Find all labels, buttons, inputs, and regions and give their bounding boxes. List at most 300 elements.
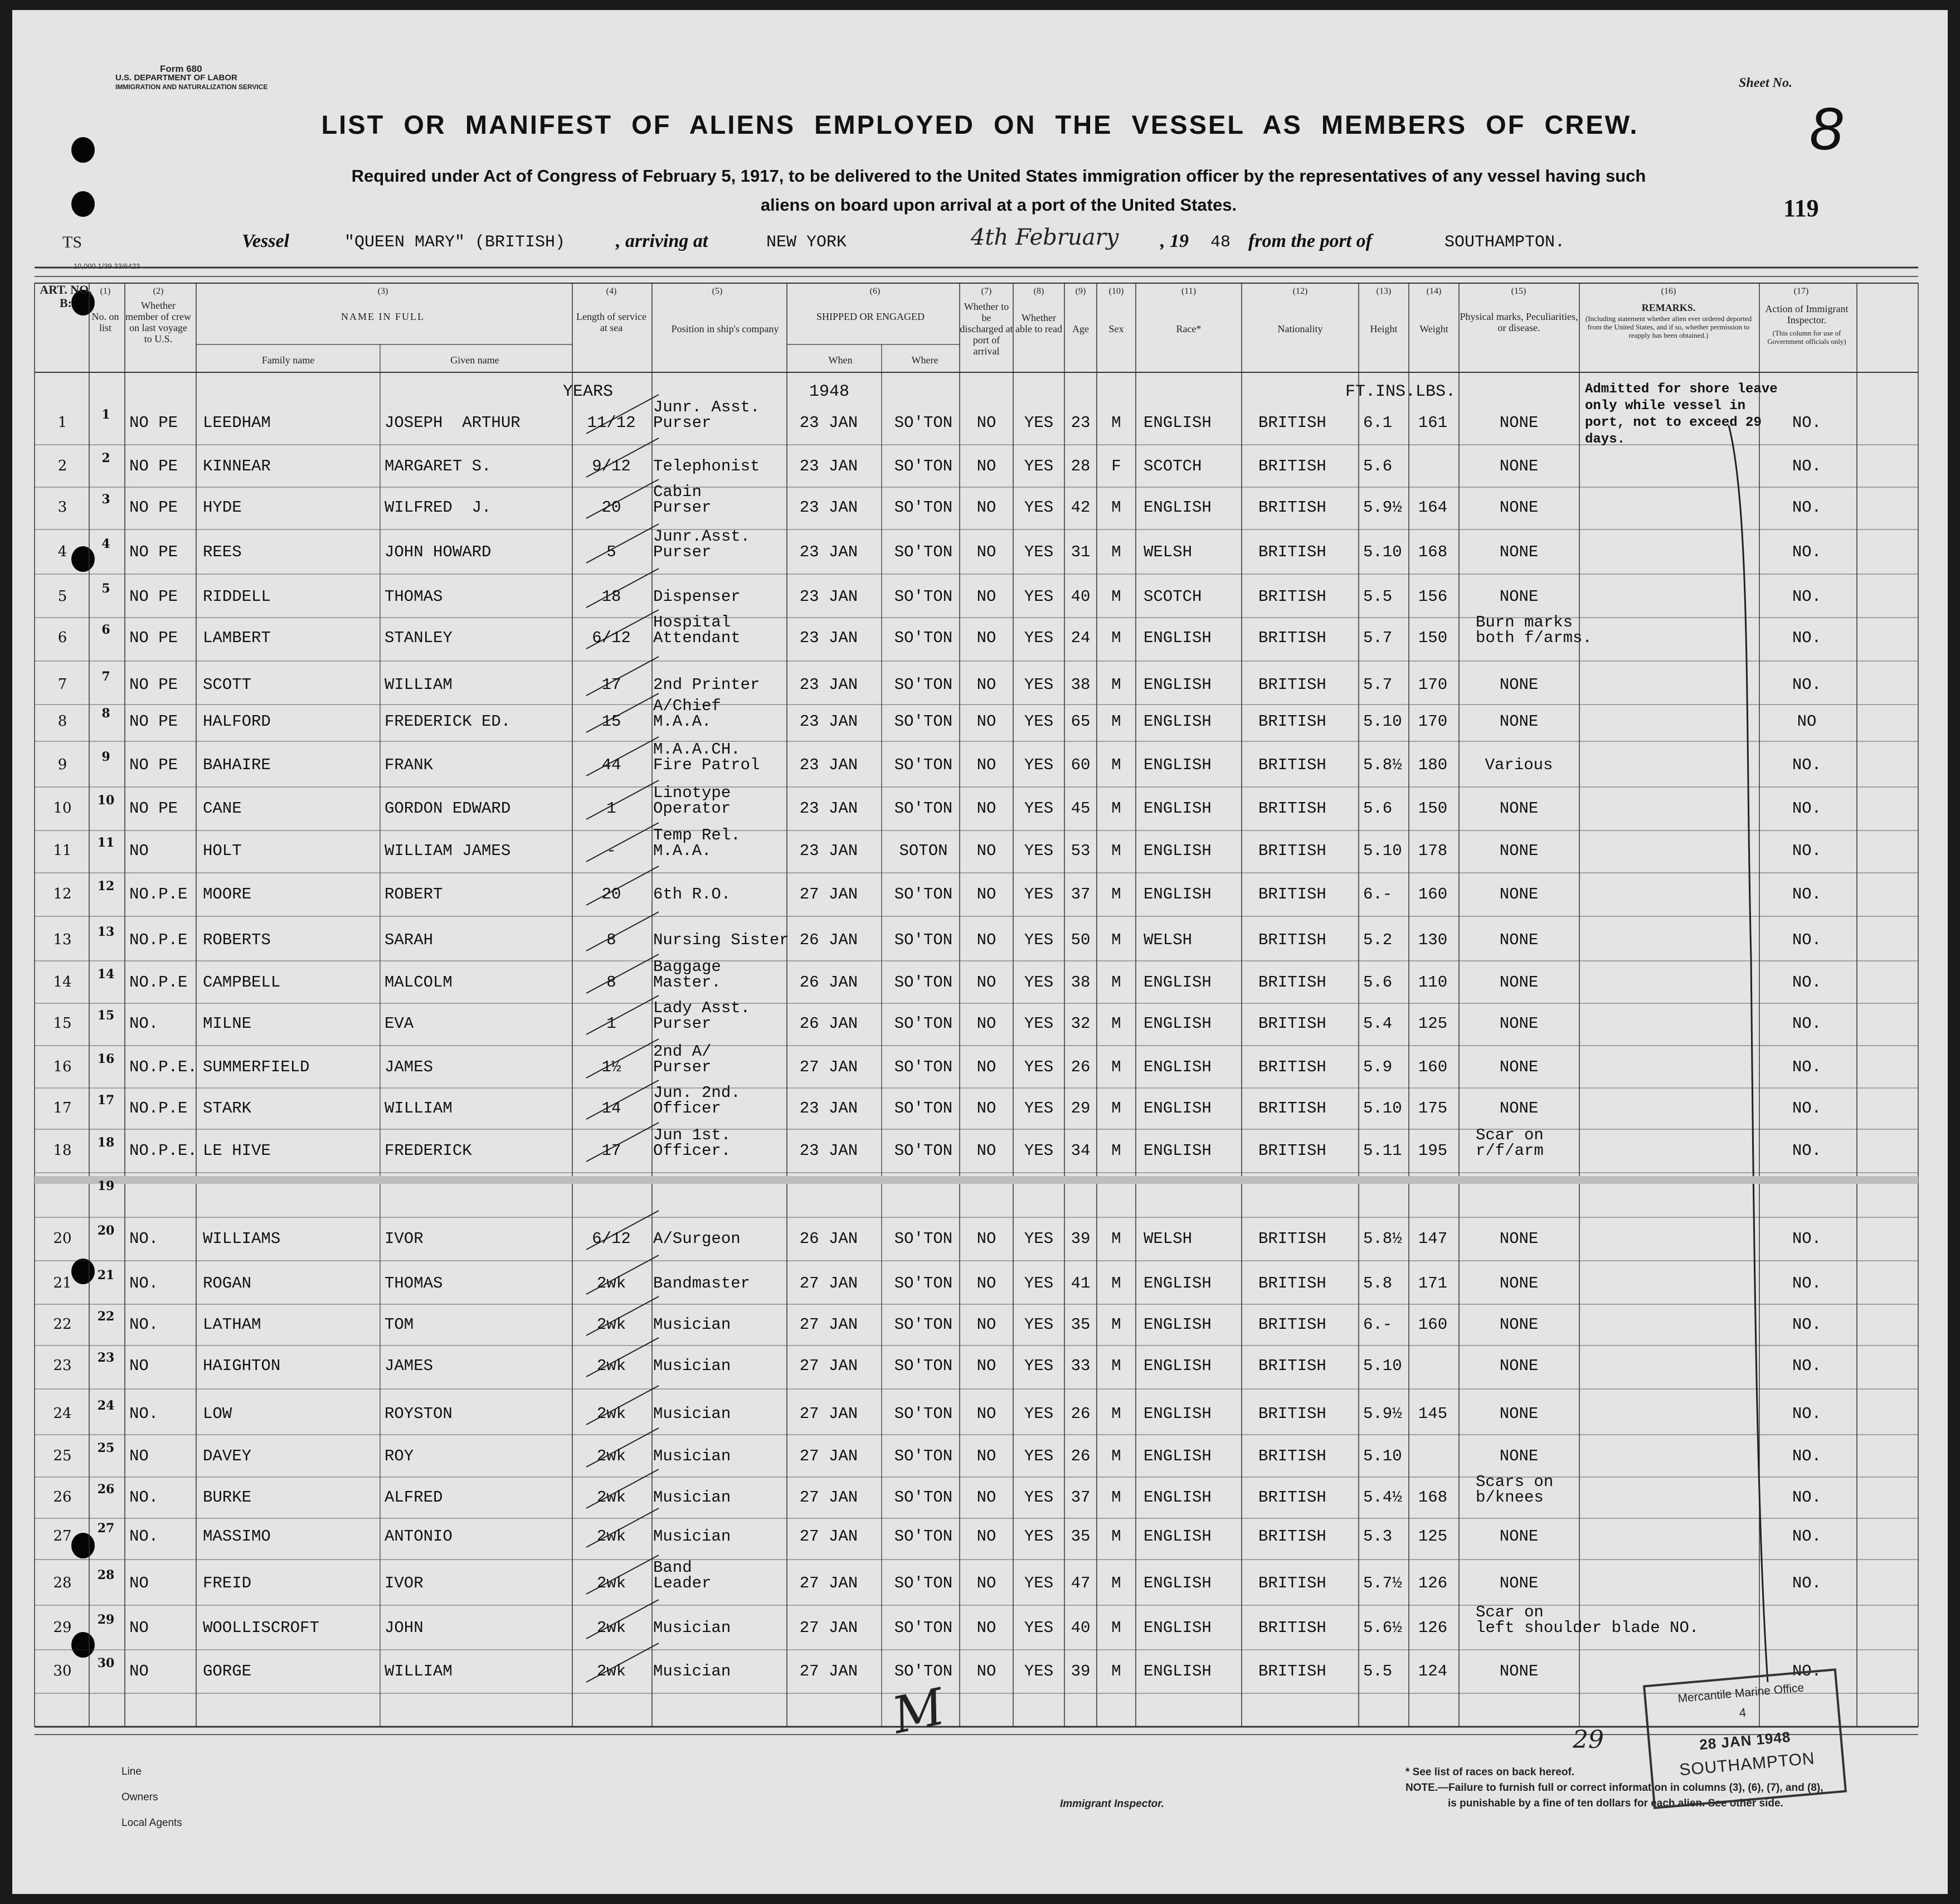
cell-disch: NO: [976, 1274, 996, 1293]
cell-race: ENGLISH: [1144, 973, 1212, 992]
cell-art: 3: [57, 499, 67, 516]
cell-sex: M: [1111, 1527, 1121, 1546]
cell-family: HOLT: [203, 842, 242, 860]
cell-when: 23 JAN: [799, 498, 858, 517]
cell-height: 5.4: [1363, 1014, 1393, 1033]
cell-marks-1: NONE: [1499, 1662, 1539, 1680]
cell-remark: NO.: [1792, 1058, 1822, 1076]
cell-height: 5.7: [1363, 629, 1393, 647]
cell-height: 5.3: [1363, 1527, 1393, 1546]
cell-weight: 164: [1418, 498, 1448, 517]
cell-race: SCOTCH: [1144, 587, 1202, 606]
cell-read: YES: [1024, 1488, 1054, 1507]
cell-given: FREDERICK ED.: [385, 712, 511, 731]
cell-remark: NO.: [1792, 676, 1822, 694]
cell-position-1: Musician: [653, 1527, 731, 1546]
cell-position-1: Musician: [653, 1619, 731, 1637]
cell-prev: NO.: [129, 1488, 159, 1507]
cell-read: YES: [1024, 885, 1054, 904]
cell-age: 53: [1071, 842, 1091, 860]
cell-when: 23 JAN: [799, 756, 858, 774]
cell-weight: 124: [1418, 1662, 1448, 1680]
cell-given: WILLIAM JAMES: [385, 842, 511, 860]
cell-service: 1: [606, 799, 616, 818]
cell-family: ROGAN: [203, 1274, 252, 1293]
cell-prev: NO.P.E: [129, 885, 188, 904]
cell-where: SO'TON: [894, 543, 953, 561]
cell-position-1: Band: [653, 1558, 692, 1577]
cell-prev: NO.: [129, 1014, 159, 1033]
cell-nat: BRITISH: [1258, 1357, 1326, 1375]
cell-art: 25: [53, 1448, 72, 1464]
cell-prev: NO.P.E: [129, 1099, 188, 1118]
column-number: (5): [712, 286, 723, 296]
cell-where: SO'TON: [894, 1574, 953, 1592]
cell-race: ENGLISH: [1144, 1274, 1212, 1293]
page-title: LIST OR MANIFEST OF ALIENS EMPLOYED ON THE VESSEL AS MEMBERS OF CREW.: [321, 110, 1639, 139]
footer-line-label: Line: [121, 1766, 142, 1777]
cell-age: 37: [1071, 1488, 1091, 1507]
cell-prev: NO.P.E: [129, 931, 188, 949]
cell-remark: NO.: [1792, 1357, 1822, 1375]
cell-sex: M: [1111, 498, 1121, 517]
cell-when: 27 JAN: [799, 1447, 858, 1465]
cell-race: ENGLISH: [1144, 1619, 1212, 1637]
cell-position-1: Musician: [653, 1447, 731, 1465]
cell-no: 21: [97, 1268, 115, 1283]
cell-position-1: Musician: [653, 1662, 731, 1680]
cell-disch: NO: [976, 1447, 996, 1465]
cell-art: 14: [53, 974, 72, 990]
cell-where: SO'TON: [894, 885, 953, 904]
cell-position-1: Jun. 2nd.: [653, 1084, 741, 1102]
cell-race: ENGLISH: [1144, 1662, 1212, 1680]
cell-position-1: M.A.A.CH.: [653, 740, 741, 759]
cell-service: 20: [601, 885, 621, 904]
cell-height: 6.-: [1363, 885, 1393, 904]
cell-disch: NO: [976, 931, 996, 949]
cell-when: 23 JAN: [799, 457, 858, 475]
cell-nat: BRITISH: [1258, 676, 1326, 694]
cell-weight: 168: [1418, 1488, 1448, 1507]
cell-prev: NO: [129, 1662, 149, 1680]
year-label: , 19: [1160, 231, 1189, 251]
cell-where: SO'TON: [894, 1014, 953, 1033]
cell-art: 5: [57, 588, 67, 605]
cell-age: 26: [1071, 1447, 1091, 1465]
ts-mark: TS: [62, 233, 82, 251]
cell-disch: NO: [976, 1488, 996, 1507]
cell-marks-1: NONE: [1499, 1405, 1539, 1423]
cell-service: 15: [601, 712, 621, 731]
cell-race: ENGLISH: [1144, 1014, 1212, 1033]
cell-age: 31: [1071, 543, 1091, 561]
inspector-signature: M: [887, 1677, 950, 1746]
cell-no: 25: [97, 1441, 115, 1455]
cell-no: 1: [101, 407, 110, 422]
cell-position-2: Purser: [653, 498, 712, 517]
cell-where: SO'TON: [894, 457, 953, 475]
cell-disch: NO: [976, 973, 996, 992]
cell-given: GORDON EDWARD: [385, 799, 511, 818]
units-label: FT.INS.LBS.: [1345, 382, 1456, 401]
cell-art: 10: [53, 800, 72, 817]
cell-service: 44: [601, 756, 621, 774]
cell-nat: BRITISH: [1258, 1447, 1326, 1465]
cell-given: STANLEY: [385, 629, 453, 647]
cell-service: 1½: [601, 1058, 621, 1076]
cell-weight: 125: [1418, 1527, 1448, 1546]
cell-weight: 178: [1418, 842, 1448, 860]
cell-disch: NO: [976, 629, 996, 647]
cell-position-2: Officer.: [653, 1142, 731, 1160]
cell-weight: 168: [1418, 543, 1448, 561]
cell-position-1: Jun 1st.: [653, 1126, 731, 1144]
cell-where: SO'TON: [894, 1058, 953, 1076]
cell-race: ENGLISH: [1144, 712, 1212, 731]
cell-nat: BRITISH: [1258, 1315, 1326, 1334]
cell-read: YES: [1024, 1099, 1054, 1118]
cell-given: ROY: [385, 1447, 414, 1465]
cell-where: SO'TON: [894, 1405, 953, 1423]
form-service: IMMIGRATION AND NATURALIZATION SERVICE: [115, 83, 268, 91]
cell-position-2: M.A.A.: [653, 842, 712, 860]
cell-given: THOMAS: [385, 587, 443, 606]
cell-age: 37: [1071, 885, 1091, 904]
cell-read: YES: [1024, 1230, 1054, 1248]
cell-where: SO'TON: [894, 1488, 953, 1507]
cell-no: 14: [97, 967, 115, 982]
cell-family: STARK: [203, 1099, 252, 1118]
cell-marks-1: NONE: [1499, 587, 1539, 606]
cell-sex: M: [1111, 1405, 1121, 1423]
cell-family: WILLIAMS: [203, 1230, 281, 1248]
cell-height: 5.10: [1363, 842, 1402, 860]
cell-position-1: Telephonist: [653, 457, 760, 475]
cell-nat: BRITISH: [1258, 1662, 1326, 1680]
cell-service: 20: [601, 498, 621, 517]
cell-race: ENGLISH: [1144, 842, 1212, 860]
cell-sex: M: [1111, 973, 1121, 992]
arrival-date: 4th February: [971, 225, 1119, 250]
col-shipped: SHIPPED OR ENGAGED: [816, 311, 925, 322]
cell-marks-1: NONE: [1499, 1058, 1539, 1076]
col-remarks: REMARKS.: [1641, 302, 1696, 313]
cell-service: 2wk: [596, 1274, 626, 1293]
cell-read: YES: [1024, 1405, 1054, 1423]
cell-sex: F: [1111, 457, 1121, 475]
cell-disch: NO: [976, 1014, 996, 1033]
cell-age: 40: [1071, 587, 1091, 606]
cell-when: 23 JAN: [799, 587, 858, 606]
inspector-label: Immigrant Inspector.: [1060, 1798, 1164, 1810]
cell-given: ROYSTON: [385, 1405, 453, 1423]
col-when: When: [828, 354, 853, 366]
cell-disch: NO: [976, 885, 996, 904]
cell-marks-1: NONE: [1499, 1357, 1539, 1375]
cell-prev: NO.P.E: [129, 973, 188, 992]
cell-disch: NO: [976, 1230, 996, 1248]
cell-when: 27 JAN: [799, 1662, 858, 1680]
cell-given: FREDERICK: [385, 1142, 472, 1160]
cell-disch: NO: [976, 1662, 996, 1680]
cell-position-1: Musician: [653, 1488, 731, 1507]
col-position: Position in ship's company: [671, 323, 779, 334]
cell-prev: NO PE: [129, 498, 178, 517]
cell-position-1: Musician: [653, 1315, 731, 1334]
cell-age: 24: [1071, 629, 1091, 647]
cell-service: 14: [601, 1099, 621, 1118]
cell-weight: 126: [1418, 1619, 1448, 1637]
page-number: 119: [1783, 195, 1819, 222]
cell-family: LAMBERT: [203, 629, 271, 647]
cell-service: 2wk: [596, 1405, 626, 1423]
cell-height: 5.10: [1363, 1447, 1402, 1465]
cell-race: ENGLISH: [1144, 1574, 1212, 1592]
cell-no: 26: [97, 1482, 115, 1497]
cell-where: SO'TON: [894, 676, 953, 694]
cell-given: SARAH: [385, 931, 434, 949]
cell-weight: 195: [1418, 1142, 1448, 1160]
cell-family: KINNEAR: [203, 457, 271, 475]
cell-height: 5.11: [1363, 1142, 1402, 1160]
cell-race: ENGLISH: [1144, 1527, 1212, 1546]
cell-weight: 171: [1418, 1274, 1448, 1293]
cell-height: 5.8½: [1363, 756, 1402, 774]
cell-weight: 130: [1418, 931, 1448, 949]
cell-remark: NO: [1797, 712, 1817, 731]
cell-position-1: Bandmaster: [653, 1274, 751, 1293]
cell-height: 5.10: [1363, 1357, 1402, 1375]
cell-weight: 170: [1418, 712, 1448, 731]
cell-height: 5.7½: [1363, 1574, 1402, 1592]
cell-position-1: Nursing Sister: [653, 931, 789, 949]
cell-service: 2wk: [596, 1315, 626, 1334]
sheet-number: 8: [1810, 95, 1844, 162]
cell-position-1: Hospital: [653, 613, 731, 632]
cell-race: ENGLISH: [1144, 1058, 1212, 1076]
cell-no: 18: [97, 1135, 115, 1150]
cell-marks-1: Burn marks: [1476, 613, 1573, 632]
column-number: (4): [606, 286, 617, 296]
cell-when: 27 JAN: [799, 1357, 858, 1375]
cell-read: YES: [1024, 1058, 1054, 1076]
cell-nat: BRITISH: [1258, 799, 1326, 818]
cell-when: 27 JAN: [799, 885, 858, 904]
cell-art: 21: [53, 1275, 72, 1291]
cell-position-2: Fire Patrol: [653, 756, 760, 774]
cell-race: ENGLISH: [1144, 1405, 1212, 1423]
cell-weight: 145: [1418, 1405, 1448, 1423]
cell-height: 5.10: [1363, 712, 1402, 731]
cell-race: ENGLISH: [1144, 799, 1212, 818]
cell-remark: NO.: [1792, 629, 1822, 647]
cell-nat: BRITISH: [1258, 1142, 1326, 1160]
cell-remark: NO.: [1792, 1447, 1822, 1465]
col-inspector-note: (This column for use of Government officials only): [1767, 329, 1846, 346]
cell-read: YES: [1024, 973, 1054, 992]
cell-race: ENGLISH: [1144, 1488, 1212, 1507]
cell-prev: NO.: [129, 1315, 159, 1334]
cell-no: 5: [101, 581, 110, 596]
cell-family: CANE: [203, 799, 242, 818]
column-number: (13): [1376, 286, 1392, 296]
cell-service: 2wk: [596, 1527, 626, 1546]
cell-art: 16: [53, 1058, 72, 1075]
cell-service: 2wk: [596, 1488, 626, 1507]
cell-prev: NO PE: [129, 587, 178, 606]
cell-weight: 156: [1418, 587, 1448, 606]
cell-sex: M: [1111, 414, 1121, 432]
cell-service: -: [606, 842, 616, 860]
cell-prev: NO.: [129, 1405, 159, 1423]
cell-nat: BRITISH: [1258, 414, 1326, 432]
cell-position-2: Master.: [653, 973, 721, 992]
cell-remark: NO.: [1792, 842, 1822, 860]
cell-height: 5.6: [1363, 457, 1393, 475]
cell-where: SO'TON: [894, 1527, 953, 1546]
cell-family: MASSIMO: [203, 1527, 271, 1546]
cell-prev: NO: [129, 842, 149, 860]
cell-read: YES: [1024, 712, 1054, 731]
cell-where: SO'TON: [894, 799, 953, 818]
cell-no: 10: [97, 793, 115, 808]
cell-when: 23 JAN: [799, 1142, 858, 1160]
col-sex: Sex: [1108, 323, 1124, 334]
cell-race: SCOTCH: [1144, 457, 1202, 475]
cell-position-1: Musician: [653, 1357, 731, 1375]
cell-family: RIDDELL: [203, 587, 271, 606]
cell-race: ENGLISH: [1144, 629, 1212, 647]
cell-age: 35: [1071, 1315, 1091, 1334]
cell-art: 18: [53, 1142, 72, 1159]
cell-marks-1: Scar on: [1476, 1603, 1544, 1621]
cell-prev: NO.: [129, 1527, 159, 1546]
cell-sex: M: [1111, 842, 1121, 860]
cell-no: 7: [101, 669, 110, 684]
cell-given: ALFRED: [385, 1488, 443, 1507]
cell-position-1: Baggage: [653, 958, 721, 976]
cell-disch: NO: [976, 676, 996, 694]
cell-sex: M: [1111, 1488, 1121, 1507]
cell-no: 19: [97, 1179, 115, 1193]
cell-where: SOTON: [899, 842, 948, 860]
cell-given: WILLIAM: [385, 1662, 453, 1680]
cell-weight: 150: [1418, 799, 1448, 818]
cell-nat: BRITISH: [1258, 1574, 1326, 1592]
col-where: Where: [911, 354, 938, 366]
column-number: (6): [869, 286, 881, 296]
cell-family: REES: [203, 543, 242, 561]
cell-remark: NO.: [1792, 885, 1822, 904]
cell-no: 28: [97, 1568, 115, 1582]
cell-age: 50: [1071, 931, 1091, 949]
cell-remark: NO.: [1792, 543, 1822, 561]
cell-given: MARGARET S.: [385, 457, 492, 475]
cell-no: 16: [97, 1052, 115, 1066]
cell-prev: NO.: [129, 1274, 159, 1293]
cell-read: YES: [1024, 629, 1054, 647]
footer-agents-label: Local Agents: [121, 1817, 182, 1829]
cell-weight: 147: [1418, 1230, 1448, 1248]
cell-race: ENGLISH: [1144, 756, 1212, 774]
cell-prev: NO.P.E.: [129, 1058, 197, 1076]
cell-nat: BRITISH: [1258, 587, 1326, 606]
cell-family: WOOLLISCROFT: [203, 1619, 319, 1637]
cell-no: 15: [97, 1008, 115, 1023]
cell-remark: NO.: [1792, 1099, 1822, 1118]
column-number: (15): [1511, 286, 1526, 296]
cell-marks-2: left shoulder blade NO.: [1476, 1619, 1699, 1637]
cell-nat: BRITISH: [1258, 931, 1326, 949]
cell-family: SCOTT: [203, 676, 252, 694]
cell-remark: NO.: [1792, 1014, 1822, 1033]
cell-read: YES: [1024, 1619, 1054, 1637]
cell-position-1: Temp Rel.: [653, 826, 741, 844]
cell-art: 24: [53, 1405, 72, 1422]
cell-position-1: 2nd A/: [653, 1042, 712, 1061]
cell-nat: BRITISH: [1258, 885, 1326, 904]
cell-position-2: Purser: [653, 1058, 712, 1076]
cell-race: WELSH: [1144, 1230, 1193, 1248]
cell-given: WILLIAM: [385, 676, 453, 694]
col-remarks-note: (Including statement whether alien ever ordered deported from the United States, and if so, whether permission to reapply has been obtained.): [1585, 314, 1752, 339]
column-number: (10): [1108, 286, 1124, 296]
cell-read: YES: [1024, 457, 1054, 475]
cell-marks-2: b/knees: [1476, 1488, 1544, 1507]
cell-weight: 150: [1418, 629, 1448, 647]
cell-age: 47: [1071, 1574, 1091, 1592]
cell-height: 5.10: [1363, 543, 1402, 561]
cell-family: MOORE: [203, 885, 252, 904]
cell-sex: M: [1111, 1315, 1121, 1334]
cell-position-1: Linotype: [653, 784, 731, 802]
cell-position-1: Lady Asst.: [653, 999, 751, 1017]
footer-note-1: * See list of races on back hereof.: [1405, 1766, 1575, 1778]
cell-sex: M: [1111, 1662, 1121, 1680]
cell-weight: 161: [1418, 414, 1448, 432]
col-inspector-action: Action of Immigrant Inspector.: [1765, 303, 1849, 326]
cell-sex: M: [1111, 712, 1121, 731]
cell-sex: M: [1111, 1058, 1121, 1076]
cell-sex: M: [1111, 1447, 1121, 1465]
column-number: (2): [153, 286, 164, 296]
cell-where: SO'TON: [894, 1447, 953, 1465]
cell-age: 38: [1071, 676, 1091, 694]
column-number: (14): [1426, 286, 1442, 296]
cell-age: 60: [1071, 756, 1091, 774]
cell-given: JAMES: [385, 1357, 434, 1375]
cell-read: YES: [1024, 842, 1054, 860]
col-race: Race*: [1176, 323, 1202, 334]
cell-nat: BRITISH: [1258, 712, 1326, 731]
cell-when: 23 JAN: [799, 712, 858, 731]
cell-no: 9: [101, 750, 110, 764]
cell-height: 5.8½: [1363, 1230, 1402, 1248]
cell-height: 5.9½: [1363, 1405, 1402, 1423]
cell-marks-1: Various: [1485, 756, 1553, 774]
cell-age: 39: [1071, 1662, 1091, 1680]
cell-marks-2: both f/arms.: [1476, 629, 1592, 647]
col-member-prev: Whether member of crew on last voyage to U.S.: [125, 300, 191, 344]
cell-given: JAMES: [385, 1058, 434, 1076]
cell-service: 6/12: [592, 629, 631, 647]
cell-where: SO'TON: [894, 756, 953, 774]
cell-read: YES: [1024, 1014, 1054, 1033]
cell-disch: NO: [976, 1315, 996, 1334]
cell-read: YES: [1024, 543, 1054, 561]
cell-no: 2: [101, 451, 110, 465]
